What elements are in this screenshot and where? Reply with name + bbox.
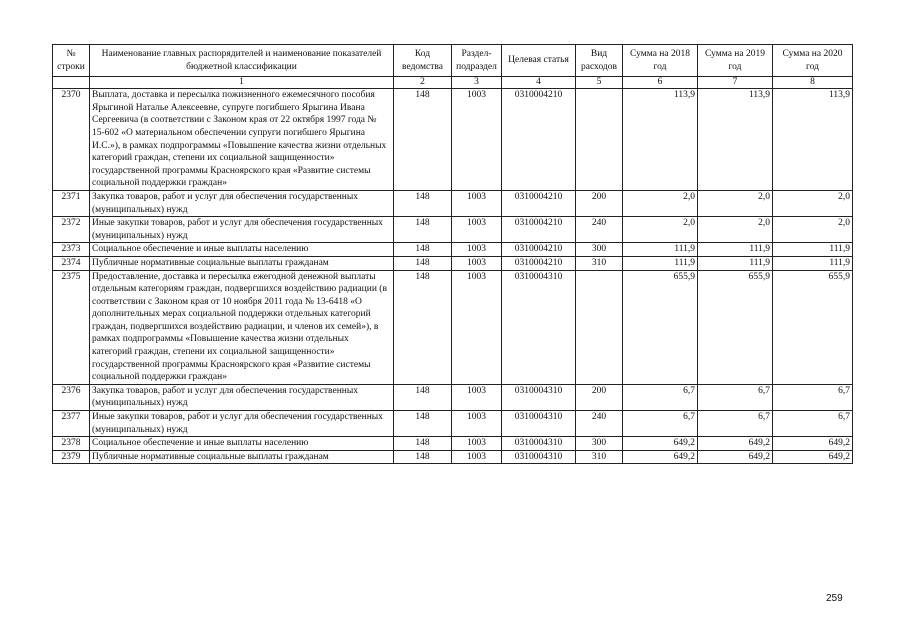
row-exp-type: 200 (576, 384, 623, 410)
row-section: 1003 (452, 384, 502, 410)
table-row (53, 411, 853, 437)
row-sum-2019: 649,2 (698, 450, 773, 464)
column-number: 8 (773, 77, 853, 89)
column-number: 1 (90, 77, 394, 89)
row-name: Закупка товаров, работ и услуг для обеспечения государственных (муниципальных) нужд (90, 190, 394, 216)
row-sum-2018: 111,9 (623, 243, 698, 257)
page-number: 259 (826, 593, 843, 604)
row-section: 1003 (452, 437, 502, 451)
row-sum-2018: 113,9 (623, 89, 698, 191)
row-exp-type: 300 (576, 437, 623, 451)
row-sum-2019: 649,2 (698, 437, 773, 451)
row-exp-type: 310 (576, 450, 623, 464)
table-header (53, 45, 853, 89)
row-name: Социальное обеспечение и иные выплаты населению (90, 437, 394, 451)
row-sum-2018: 649,2 (623, 437, 698, 451)
row-number: 2378 (53, 437, 90, 451)
row-name: Иные закупки товаров, работ и услуг для обеспечения государственных (муниципальных) нужд (90, 217, 394, 243)
row-dept-code: 148 (394, 190, 452, 216)
header-exp-type: Вид расходов (576, 45, 623, 77)
table-row (53, 450, 853, 464)
row-sum-2019: 111,9 (698, 243, 773, 257)
row-exp-type: 240 (576, 217, 623, 243)
row-dept-code: 148 (394, 450, 452, 464)
column-number: 7 (698, 77, 773, 89)
row-dept-code: 148 (394, 89, 452, 191)
row-exp-type (576, 270, 623, 384)
column-number: 3 (452, 77, 502, 89)
row-sum-2018: 6,7 (623, 384, 698, 410)
row-number: 2374 (53, 256, 90, 270)
row-sum-2018: 2,0 (623, 217, 698, 243)
row-sum-2020: 111,9 (773, 256, 853, 270)
row-sum-2019: 655,9 (698, 270, 773, 384)
row-number: 2379 (53, 450, 90, 464)
row-sum-2020: 2,0 (773, 217, 853, 243)
row-section: 1003 (452, 217, 502, 243)
row-section: 1003 (452, 89, 502, 191)
row-dept-code: 148 (394, 217, 452, 243)
table-row (53, 256, 853, 270)
row-section: 1003 (452, 256, 502, 270)
row-exp-type: 240 (576, 411, 623, 437)
table-row (53, 270, 853, 384)
column-number-blank (53, 77, 90, 89)
column-number: 6 (623, 77, 698, 89)
row-dept-code: 148 (394, 256, 452, 270)
row-dept-code: 148 (394, 437, 452, 451)
row-number: 2372 (53, 217, 90, 243)
row-target: 0310004210 (502, 89, 576, 191)
row-sum-2020: 6,7 (773, 411, 853, 437)
row-sum-2020: 649,2 (773, 437, 853, 451)
row-name: Публичные нормативные социальные выплаты гражданам (90, 450, 394, 464)
column-number: 4 (502, 77, 576, 89)
column-number: 2 (394, 77, 452, 89)
row-exp-type: 310 (576, 256, 623, 270)
row-sum-2020: 111,9 (773, 243, 853, 257)
row-number: 2370 (53, 89, 90, 191)
column-number: 5 (576, 77, 623, 89)
row-target: 0310004210 (502, 256, 576, 270)
row-number: 2371 (53, 190, 90, 216)
row-section: 1003 (452, 243, 502, 257)
row-sum-2019: 2,0 (698, 190, 773, 216)
row-target: 0310004310 (502, 437, 576, 451)
row-sum-2020: 655,9 (773, 270, 853, 384)
header-name: Наименование главных распорядителей и наименование показателей бюджетной классификации (90, 45, 394, 77)
row-target: 0310004310 (502, 450, 576, 464)
table-row (53, 384, 853, 410)
row-name: Закупка товаров, работ и услуг для обеспечения государственных (муниципальных) нужд (90, 384, 394, 410)
row-section: 1003 (452, 190, 502, 216)
row-sum-2018: 111,9 (623, 256, 698, 270)
row-sum-2020: 113,9 (773, 89, 853, 191)
row-dept-code: 148 (394, 243, 452, 257)
row-dept-code: 148 (394, 411, 452, 437)
row-number: 2377 (53, 411, 90, 437)
row-name: Предоставление, доставка и пересылка ежегодной денежной выплаты отдельным категориям граждан, подвергшихся воздействию радиации (в соответствии с Законом края от 10 ноября 2011 года № 13-6418 «О дополнительных мерах социальной поддержки отдельных категорий граждан, подвергшихся воздействию радиации, и членов их семей»), в рамках подпрограммы «Повышение качества жизни отдельных категорий граждан, степени их социальной защищенности» государственной программы Красноярского края «Развитие системы социальной поддержки граждан» (90, 270, 394, 384)
row-section: 1003 (452, 411, 502, 437)
row-sum-2018: 6,7 (623, 411, 698, 437)
row-target: 0310004310 (502, 384, 576, 410)
row-sum-2019: 6,7 (698, 384, 773, 410)
budget-table (52, 44, 853, 464)
header-sum-2019: Сумма на 2019 год (698, 45, 773, 77)
row-dept-code: 148 (394, 384, 452, 410)
table-row (53, 437, 853, 451)
table-row (53, 243, 853, 257)
row-sum-2019: 2,0 (698, 217, 773, 243)
row-section: 1003 (452, 270, 502, 384)
row-sum-2020: 649,2 (773, 450, 853, 464)
row-target: 0310004210 (502, 243, 576, 257)
row-number: 2373 (53, 243, 90, 257)
header-target: Целевая статья (502, 45, 576, 77)
header-sum-2018: Сумма на 2018 год (623, 45, 698, 77)
row-sum-2019: 111,9 (698, 256, 773, 270)
row-name: Иные закупки товаров, работ и услуг для обеспечения государственных (муниципальных) нужд (90, 411, 394, 437)
row-sum-2019: 113,9 (698, 89, 773, 191)
table-row (53, 89, 853, 191)
row-name: Выплата, доставка и пересылка пожизненного ежемесячного пособия Ярыгиной Наталье Алексеевне, супруге погибшего Ярыгина Ивана Сергеевича (в соответствии с Законом края от 22 октября 1997 года № 15-602 «О материальном обеспечении супруги погибшего Ярыгина И.С.»), в рамках подпрограммы «Повышение качества жизни отдельных категорий граждан, степени их социальной защищенности» государственной программы Красноярского края «Развитие системы социальной поддержки граждан» (90, 89, 394, 191)
row-sum-2018: 655,9 (623, 270, 698, 384)
row-sum-2020: 2,0 (773, 190, 853, 216)
row-section: 1003 (452, 450, 502, 464)
row-exp-type: 300 (576, 243, 623, 257)
header-section: Раздел-подраздел (452, 45, 502, 77)
row-target: 0310004210 (502, 190, 576, 216)
row-sum-2019: 6,7 (698, 411, 773, 437)
row-target: 0310004310 (502, 411, 576, 437)
row-exp-type: 200 (576, 190, 623, 216)
row-sum-2020: 6,7 (773, 384, 853, 410)
row-number: 2375 (53, 270, 90, 384)
table-row (53, 217, 853, 243)
row-target: 0310004310 (502, 270, 576, 384)
row-sum-2018: 649,2 (623, 450, 698, 464)
column-number-row (53, 77, 853, 89)
row-sum-2018: 2,0 (623, 190, 698, 216)
row-number: 2376 (53, 384, 90, 410)
header-row-no: № строки (53, 45, 90, 77)
header-dept-code: Код ведомства (394, 45, 452, 77)
table-row (53, 190, 853, 216)
row-dept-code: 148 (394, 270, 452, 384)
row-target: 0310004210 (502, 217, 576, 243)
header-sum-2020: Сумма на 2020 год (773, 45, 853, 77)
row-exp-type (576, 89, 623, 191)
row-name: Социальное обеспечение и иные выплаты населению (90, 243, 394, 257)
row-name: Публичные нормативные социальные выплаты гражданам (90, 256, 394, 270)
table-body (53, 89, 853, 464)
